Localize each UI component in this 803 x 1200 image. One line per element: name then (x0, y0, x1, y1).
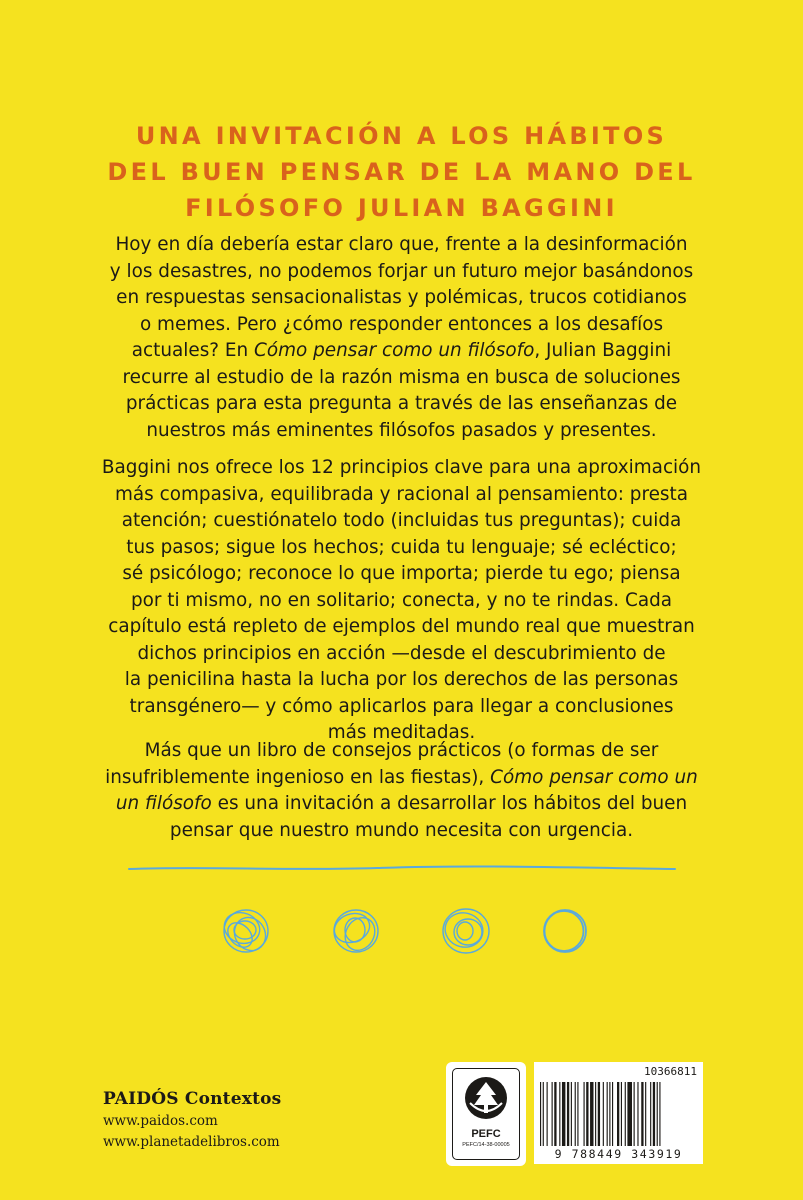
barcode-bar (595, 1082, 596, 1146)
text-line: en respuestas sensacionalistas y polémicas, trucos cotidianos (116, 287, 687, 308)
book-title-italic: Cómo pensar como un (490, 766, 698, 788)
text-line: tus pasos; sigue los hechos; cuida tu lenguaje; sé ecléctico; (126, 536, 677, 558)
pefc-badge-frame (452, 1068, 520, 1160)
barcode-bar (554, 1082, 556, 1146)
barcode-bar (612, 1082, 613, 1146)
text-fragment: , Julian Baggini (534, 340, 672, 361)
text-line (95, 765, 708, 792)
barcode-bar (567, 1082, 569, 1146)
pefc-tree-logo-icon (463, 1075, 509, 1121)
tangled-scribble-icon (330, 909, 380, 956)
text-line: la penicilina hasta la lucha por los derechos de las personas (124, 669, 679, 690)
barcode-bar (547, 1082, 548, 1146)
headline-line: UNA INVITACIÓN A LOS HÁBITOS (135, 122, 668, 150)
barcode-bar (634, 1082, 635, 1146)
headline-line: FILÓSOFO JULIAN BAGGINI (185, 194, 618, 222)
text-line: recurre al estudio de la razón misma en busca de soluciones (122, 366, 681, 388)
barcode-bar (607, 1082, 608, 1146)
isbn-digits: 9 788449 343919 (554, 1147, 683, 1161)
synopsis-paragraph-1 (95, 232, 708, 444)
book-title-italic: Cómo pensar como un filósofo (254, 340, 535, 361)
text-line (95, 338, 708, 365)
text-line: dichos principios en acción —desde el descubrimiento de (137, 642, 666, 664)
text-line: atención; cuestiónatelo todo (incluidas tus preguntas); cuida (121, 510, 682, 531)
barcode-bar (645, 1082, 646, 1146)
text-line: pensar que nuestro mundo necesita con urgencia. (169, 819, 634, 841)
text-line: más compasiva, equilibrada y racional al pensamiento: presta (115, 483, 688, 505)
barcode-bar (627, 1082, 632, 1146)
barcode-bar (562, 1082, 565, 1146)
barcode-bars (540, 1082, 697, 1146)
barcode-bar (625, 1082, 626, 1146)
text-fragment: es una invitación a desarrollar los hábitos del buen (211, 793, 688, 814)
text-line: y los desastres, no podemos forjar un futuro mejor basándonos (109, 260, 694, 282)
barcode-bar (621, 1082, 622, 1146)
headline (60, 118, 743, 226)
headline-line: DEL BUEN PENSAR DE LA MANO DEL (107, 158, 696, 186)
text-line: nuestros más eminentes filósofos pasados y presentes. (146, 419, 657, 441)
barcode-bar (650, 1082, 651, 1146)
barcode-bar (617, 1082, 619, 1146)
text-line: más meditadas. (327, 722, 476, 743)
text-line (95, 791, 708, 818)
synopsis-paragraph-2 (95, 455, 708, 747)
pefc-code: PEFC/14-38-00005 (462, 1142, 510, 1148)
barcode-bar (598, 1082, 600, 1146)
barcode-bar (657, 1082, 658, 1146)
text-line: transgénero— y cómo aplicarlos para llegar a conclusiones (129, 695, 674, 717)
text-fragment: insufriblemente ingenioso en las fiestas), (105, 766, 485, 788)
synopsis-paragraph-3 (95, 738, 708, 844)
barcode-bar (543, 1082, 544, 1146)
barcode-bar (552, 1082, 553, 1146)
barcode-bar (641, 1082, 643, 1146)
internal-code: 10366811 (644, 1065, 697, 1078)
scribble-circles-illustration (200, 900, 610, 962)
barcode-bar (653, 1082, 655, 1146)
text-fragment: actuales? En (131, 340, 255, 361)
tangled-scribble-icon (441, 909, 489, 953)
text-line: sé psicólogo; reconoce lo que importa; pierde tu ego; piensa (122, 563, 681, 584)
barcode-bar (609, 1082, 610, 1146)
text-line: prácticas para esta pregunta a través de las enseñanzas de (125, 393, 678, 414)
pefc-label: PEFC (471, 1128, 501, 1140)
barcode-bar (590, 1082, 593, 1146)
book-title-italic: un filósofo (115, 793, 212, 814)
pefc-certification-badge (446, 1062, 526, 1166)
publisher-url: www.paidos.com (103, 1113, 218, 1129)
text-line: Baggini nos ofrece los 12 principios clave para una aproximación (101, 457, 702, 478)
text-line: por ti mismo, no en solitario; conecta, y no te rindas. Cada (130, 589, 673, 611)
text-line: o memes. Pero ¿cómo responder entonces a los desafíos (139, 313, 664, 335)
barcode-bar (540, 1082, 541, 1146)
circle-icon (544, 910, 586, 952)
publisher-url: www.planetadelibros.com (103, 1134, 280, 1150)
barcode-bar (577, 1082, 578, 1146)
isbn-barcode (534, 1062, 703, 1164)
publisher-imprint (103, 1087, 281, 1153)
text-line: capítulo está repleto de ejemplos del mundo real que muestran (108, 616, 695, 637)
barcode-bar (603, 1082, 604, 1146)
text-line: Hoy en día debería estar claro que, frente a la desinformación (115, 234, 688, 255)
text-line: Más que un libro de consejos prácticos (o formas de ser (144, 740, 659, 761)
publisher-brand: PAIDÓS Contextos (103, 1089, 282, 1109)
barcode-bar (637, 1082, 638, 1146)
barcode-bar (571, 1082, 572, 1146)
hand-drawn-divider (127, 860, 677, 876)
barcode-bar (559, 1082, 560, 1146)
barcode-bar (575, 1082, 576, 1146)
barcode-bar (659, 1082, 660, 1146)
barcode-bar (584, 1082, 585, 1146)
barcode-bar (586, 1082, 588, 1146)
tangled-scribble-icon (220, 908, 272, 956)
